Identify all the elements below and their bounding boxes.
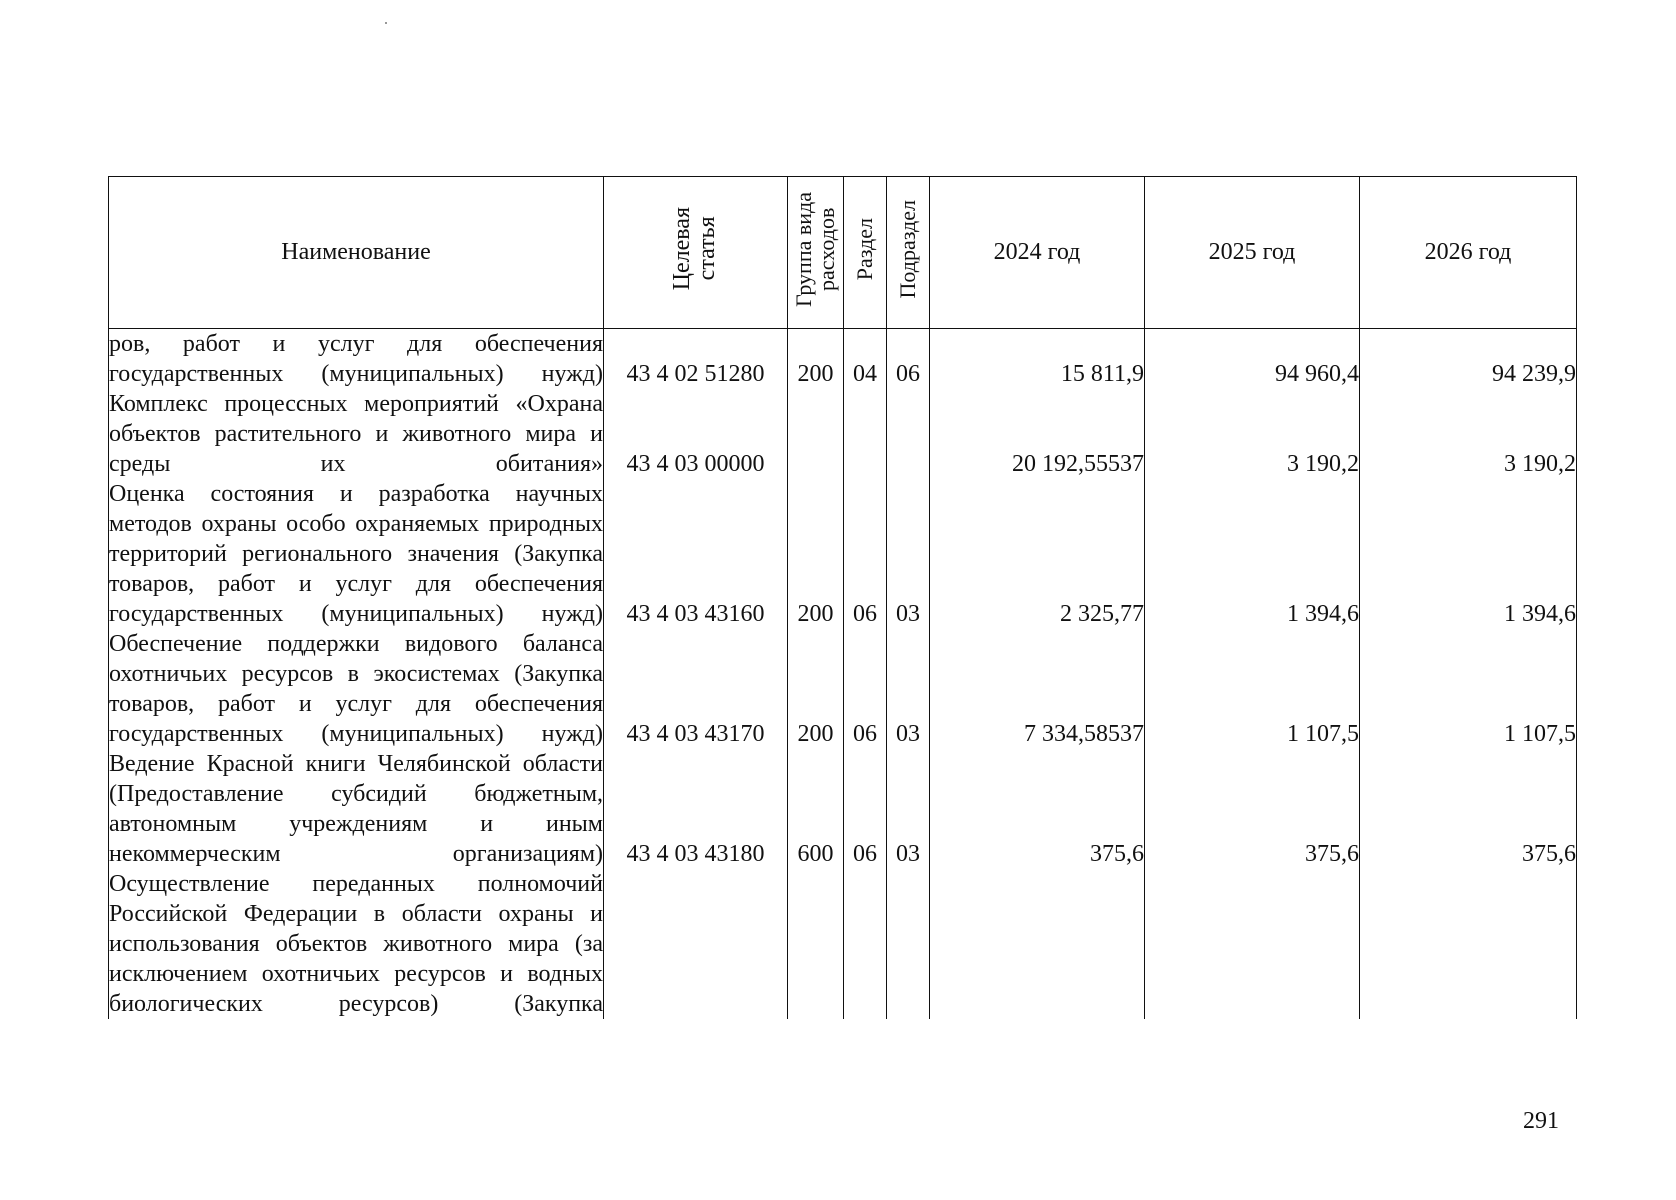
row-2024: 2 325,77 xyxy=(930,479,1145,629)
row-group: 200 xyxy=(788,479,844,629)
row-2026: 1 107,5 xyxy=(1360,629,1577,749)
row-2024: 7 334,58537 xyxy=(930,629,1145,749)
row-section xyxy=(844,389,887,479)
row-group xyxy=(788,389,844,479)
row-code: 43 4 03 43170 xyxy=(604,629,788,749)
row-name: Осуществление переданных полномочий Российской Федерации в области охраны и использования объектов животного мира (за исключением охотничьих ресурсов и водных биологических ресурсов) (Закупка xyxy=(109,871,603,1017)
table-header xyxy=(109,177,1577,329)
row-name: ров, работ и услуг для обеспечения государственных (муниципальных) нужд) xyxy=(109,329,604,390)
row-group: 600 xyxy=(788,749,844,869)
header-2026: 2026 год xyxy=(1360,177,1577,329)
row-subsection: 03 xyxy=(887,749,930,869)
row-2024: 20 192,55537 xyxy=(930,389,1145,479)
row-2025: 1 107,5 xyxy=(1145,629,1360,749)
table-row xyxy=(109,749,1577,869)
row-2024: 375,6 xyxy=(930,749,1145,869)
row-2024 xyxy=(930,869,1145,1019)
row-subsection: 03 xyxy=(887,629,930,749)
row-2025: 94 960,4 xyxy=(1145,329,1360,390)
row-2026: 1 394,6 xyxy=(1360,479,1577,629)
header-name: Наименование xyxy=(109,177,604,329)
row-name: Комплекс процессных мероприятий «Охрана объектов растительного и животного мира и среды их обитания» xyxy=(109,391,603,477)
row-group: 200 xyxy=(788,329,844,390)
row-group xyxy=(788,869,844,1019)
header-target-article: Целевая статья xyxy=(604,177,788,329)
row-section: 06 xyxy=(844,479,887,629)
header-2025: 2025 год xyxy=(1145,177,1360,329)
row-section: 04 xyxy=(844,329,887,390)
table-row xyxy=(109,869,1577,1019)
row-2025: 1 394,6 xyxy=(1145,479,1360,629)
row-2024: 15 811,9 xyxy=(930,329,1145,390)
header-subsection: Подраздел xyxy=(887,177,930,329)
row-name: Обеспечение поддержки видового баланса охотничьих ресурсов в экосистемах (Закупка товаров, работ и услуг для обеспечения государственных (муниципальных) нужд) xyxy=(109,631,603,747)
row-subsection xyxy=(887,389,930,479)
row-code: 43 4 03 00000 xyxy=(604,389,788,479)
header-expense-group: Группа вида расходов xyxy=(788,177,844,329)
header-2024: 2024 год xyxy=(930,177,1145,329)
row-section: 06 xyxy=(844,749,887,869)
row-2026 xyxy=(1360,869,1577,1019)
row-2025 xyxy=(1145,869,1360,1019)
budget-table xyxy=(108,176,1577,1019)
row-code xyxy=(604,869,788,1019)
row-2026: 375,6 xyxy=(1360,749,1577,869)
row-name: Оценка состояния и разработка научных методов охраны особо охраняемых природных территорий регионального значения (Закупка товаров, работ и услуг для обеспечения государственных (муниципальных) нужд) xyxy=(109,481,603,627)
row-code: 43 4 03 43160 xyxy=(604,479,788,629)
row-section xyxy=(844,869,887,1019)
table-row xyxy=(109,629,1577,749)
row-name: Ведение Красной книги Челябинской области (Предоставление субсидий бюджетным, автономным учреждениям и иным некоммерческим организациям) xyxy=(109,751,603,867)
row-2025: 3 190,2 xyxy=(1145,389,1360,479)
row-group: 200 xyxy=(788,629,844,749)
row-2025: 375,6 xyxy=(1145,749,1360,869)
table-row xyxy=(109,329,1577,390)
row-2026: 94 239,9 xyxy=(1360,329,1577,390)
table-row xyxy=(109,479,1577,629)
table-row xyxy=(109,389,1577,479)
row-code: 43 4 02 51280 xyxy=(604,329,788,390)
header-section: Раздел xyxy=(844,177,887,329)
row-subsection: 03 xyxy=(887,479,930,629)
page-number: 291 xyxy=(1523,1108,1559,1134)
row-subsection xyxy=(887,869,930,1019)
row-2026: 3 190,2 xyxy=(1360,389,1577,479)
row-subsection: 06 xyxy=(887,329,930,390)
row-section: 06 xyxy=(844,629,887,749)
row-code: 43 4 03 43180 xyxy=(604,749,788,869)
scan-speck xyxy=(385,22,387,24)
